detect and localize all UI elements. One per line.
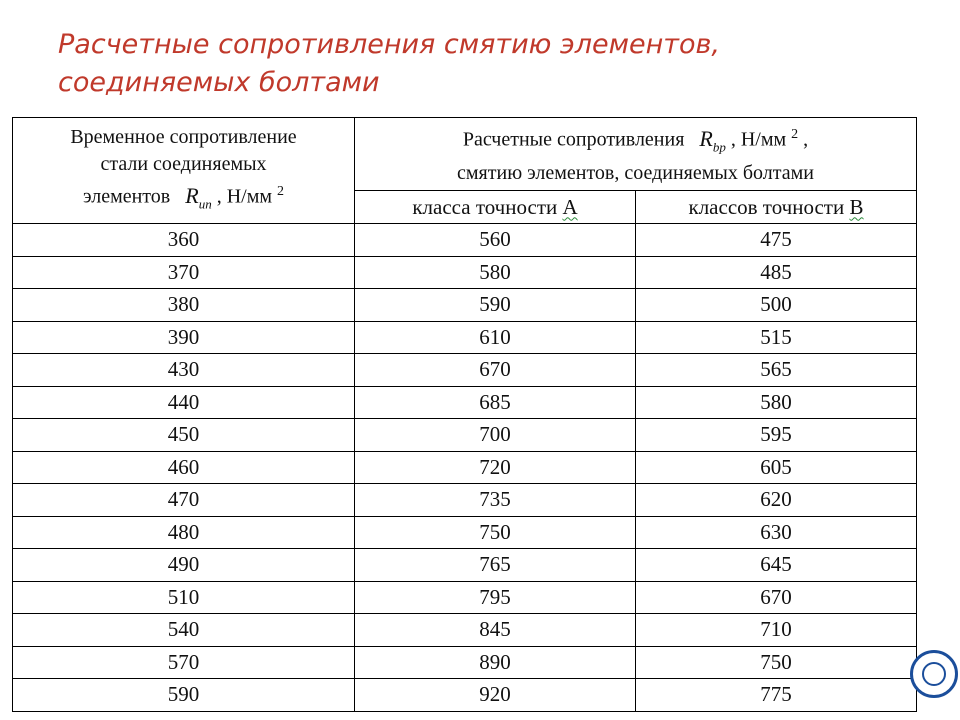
cell-class-a: 670 bbox=[355, 354, 636, 387]
cell-class-b: 485 bbox=[636, 256, 917, 289]
cell-class-a: 720 bbox=[355, 451, 636, 484]
cell-class-a: 610 bbox=[355, 321, 636, 354]
subheader-class-a bbox=[355, 191, 636, 224]
cell-class-b: 475 bbox=[636, 224, 917, 257]
cell-class-a: 735 bbox=[355, 484, 636, 517]
symbol-run-letter: R bbox=[185, 182, 199, 208]
table-row bbox=[13, 321, 917, 354]
header-bearing-word: Расчетные сопротивления bbox=[462, 128, 685, 151]
table-row bbox=[13, 484, 917, 517]
subheader-class-b bbox=[636, 191, 917, 224]
cell-class-b: 500 bbox=[636, 289, 917, 322]
header-bearing-comma: , bbox=[803, 128, 809, 151]
table-row bbox=[13, 581, 917, 614]
symbol-run-sub: un bbox=[198, 196, 212, 212]
resistance-table bbox=[12, 117, 917, 712]
title-line-1: Расчетные сопротивления смятию элементов, bbox=[58, 29, 720, 60]
header-ultimate-line-2: стали соединяемых bbox=[100, 152, 267, 175]
table-row bbox=[13, 451, 917, 484]
header-ultimate-line-1: Временное сопротивление bbox=[70, 125, 297, 148]
subheader-class-b-text: классов точности bbox=[688, 194, 850, 219]
header-bearing-line-2: смятию элементов, соединяемых болтами bbox=[457, 162, 814, 185]
subheader-class-a-letter: А bbox=[562, 194, 578, 219]
symbol-rbp bbox=[699, 125, 726, 155]
subheader-class-a-text: класса точности bbox=[412, 194, 563, 219]
symbol-rbp-sub: bp bbox=[712, 139, 726, 155]
cell-class-a: 590 bbox=[355, 289, 636, 322]
table-row bbox=[13, 256, 917, 289]
table-row bbox=[13, 614, 917, 647]
cell-ultimate-strength: 390 bbox=[13, 321, 355, 354]
table-row bbox=[13, 679, 917, 712]
cell-ultimate-strength: 510 bbox=[13, 581, 355, 614]
cell-ultimate-strength: 460 bbox=[13, 451, 355, 484]
cell-class-b: 515 bbox=[636, 321, 917, 354]
table-row bbox=[13, 419, 917, 452]
cell-class-a: 685 bbox=[355, 386, 636, 419]
header-ultimate-line-3 bbox=[13, 178, 354, 217]
header-bearing-unit: , Н/мм bbox=[730, 128, 787, 151]
cell-ultimate-strength: 470 bbox=[13, 484, 355, 517]
table-row bbox=[13, 386, 917, 419]
cell-class-a: 765 bbox=[355, 549, 636, 582]
table-row bbox=[13, 516, 917, 549]
cell-class-b: 750 bbox=[636, 646, 917, 679]
cell-ultimate-strength: 360 bbox=[13, 224, 355, 257]
cell-class-a: 890 bbox=[355, 646, 636, 679]
symbol-rbp-letter: R bbox=[699, 125, 713, 151]
cell-ultimate-strength: 590 bbox=[13, 679, 355, 712]
table-header-row bbox=[13, 118, 917, 191]
cell-class-b: 595 bbox=[636, 419, 917, 452]
table-row bbox=[13, 289, 917, 322]
cell-ultimate-strength: 540 bbox=[13, 614, 355, 647]
table-row bbox=[13, 354, 917, 387]
cell-class-b: 605 bbox=[636, 451, 917, 484]
cell-ultimate-strength: 430 bbox=[13, 354, 355, 387]
cell-ultimate-strength: 450 bbox=[13, 419, 355, 452]
header-bearing-resistance bbox=[355, 118, 917, 191]
symbol-run bbox=[185, 182, 212, 212]
cell-class-a: 845 bbox=[355, 614, 636, 647]
cell-class-b: 645 bbox=[636, 549, 917, 582]
header-ultimate-unit-sup: 2 bbox=[277, 183, 284, 199]
table-body bbox=[13, 224, 917, 712]
header-ultimate-word: элементов bbox=[82, 185, 171, 208]
cell-class-b: 620 bbox=[636, 484, 917, 517]
header-ultimate-strength bbox=[13, 118, 355, 224]
cell-class-a: 580 bbox=[355, 256, 636, 289]
cell-class-a: 795 bbox=[355, 581, 636, 614]
cell-class-b: 775 bbox=[636, 679, 917, 712]
table-row bbox=[13, 646, 917, 679]
cell-ultimate-strength: 440 bbox=[13, 386, 355, 419]
cell-ultimate-strength: 370 bbox=[13, 256, 355, 289]
table-row bbox=[13, 224, 917, 257]
header-ultimate-unit: , Н/мм bbox=[216, 185, 272, 208]
cell-class-a: 750 bbox=[355, 516, 636, 549]
title-line-2: соединяемых болтами bbox=[58, 67, 380, 98]
cell-ultimate-strength: 480 bbox=[13, 516, 355, 549]
cell-ultimate-strength: 380 bbox=[13, 289, 355, 322]
cell-class-b: 565 bbox=[636, 354, 917, 387]
header-bearing-unit-sup: 2 bbox=[791, 126, 799, 142]
cell-class-a: 920 bbox=[355, 679, 636, 712]
cell-class-b: 580 bbox=[636, 386, 917, 419]
cell-class-b: 710 bbox=[636, 614, 917, 647]
subheader-class-b-letter: В bbox=[849, 194, 864, 219]
header-bearing-line-1 bbox=[355, 121, 916, 160]
cell-class-a: 700 bbox=[355, 419, 636, 452]
cell-class-b: 630 bbox=[636, 516, 917, 549]
cell-class-b: 670 bbox=[636, 581, 917, 614]
cell-ultimate-strength: 570 bbox=[13, 646, 355, 679]
cell-ultimate-strength: 490 bbox=[13, 549, 355, 582]
page-title bbox=[58, 26, 720, 102]
cell-class-a: 560 bbox=[355, 224, 636, 257]
university-emblem-icon bbox=[910, 650, 958, 698]
table-row bbox=[13, 549, 917, 582]
